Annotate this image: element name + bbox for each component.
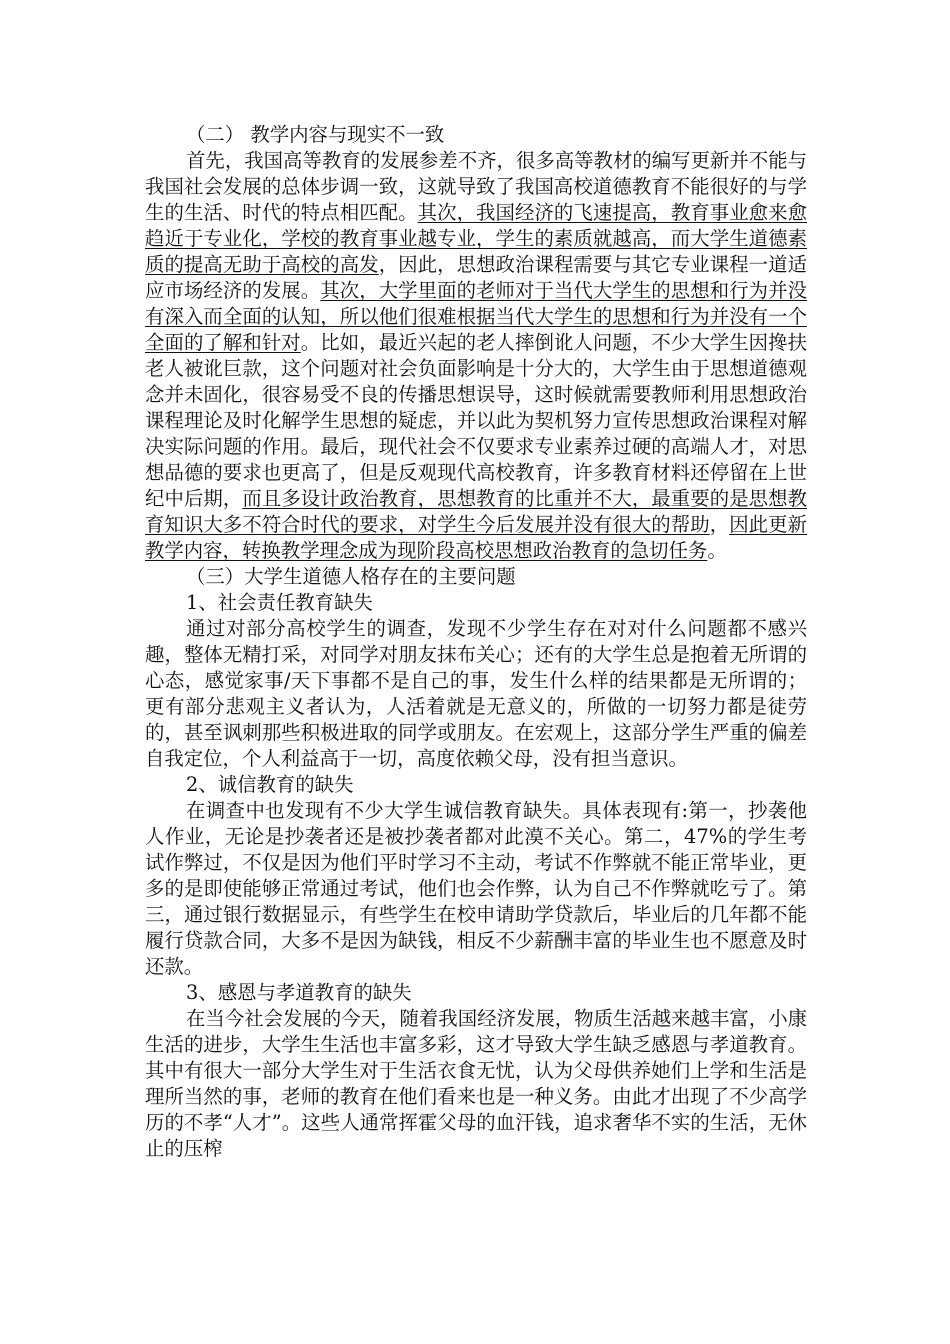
body-text: 首先，我国高等教育的发展参差不齐，很多高等教材的编写更新并不能与我国社会发展的总体步调一致，这就导致了我国高校道德教育不能很好的与学生的生活、时代的特点相匹配。 bbox=[145, 149, 807, 224]
section-heading-2: （二） 教学内容与现实不一致 bbox=[186, 123, 445, 146]
underlined-text: 而且多设计政治教育，思想教育的比重并不大，最重要的是思想教育知识大多不符合时代的要求，对学生今后发展并没有很大的帮助 bbox=[145, 487, 808, 536]
subsection-heading-3: 3、感恩与孝道教育的缺失 bbox=[186, 981, 412, 1004]
subsection-heading-2: 2、诚信教育的缺失 bbox=[186, 773, 354, 796]
underlined-text: 其次，我国经济的飞速提高，教育事业愈来愈趋近于专业化，学校的教育事业越专业，学生的素质就越高，而大学生道德素质的提高无助于高校的高发 bbox=[145, 201, 808, 276]
section-heading-3: （三）大学生道德人格存在的主要问题 bbox=[186, 565, 516, 588]
subsection-1-paragraph: 通过对部分高校学生的调查，发现不少学生存在对对什么问题都不感兴趣，整体无精打采，对同学对朋友抹布关心；还有的大学生总是抱着无所谓的心态，感觉家事/天下事都不是自己的事，发生什么样的结果都是无所谓的；更有部分悲观主义者认为，人活着就是无意义的，所做的一切努力都是徒劳的，甚至讽刺那些积极进取的同学或朋友。在宏观上，这部分学生严重的偏差自我定位，个人利益高于一切，高度依赖父母，没有担当意识。 bbox=[145, 617, 807, 770]
subsection-heading-1: 1、社会责任教育缺失 bbox=[186, 591, 373, 614]
subsection-2-paragraph: 在调查中也发现有不少大学生诚信教育缺失。具体表现有:第一，抄袭他人作业，无论是抄袭者还是被抄袭者都对此漠不关心。第二，47%的学生考试作弊过，不仅是因为他们平时学习不主动，考试不作弊就不能正常毕业，更多的是即使能够正常通过考试，他们也会作弊，认为自己不作弊就吃亏了。第三，通过银行数据显示，有些学生在校申请助学贷款后，毕业后的几年都不能履行贷款合同，大多不是因为缺钱，相反不少薪酬丰富的毕业生也不愿意及时还款。 bbox=[145, 799, 807, 978]
section-2-paragraph bbox=[145, 148, 807, 564]
underlined-text: 因此更新教学内容，转换教学理念成为现阶段高校思想政治教育的急切任务 bbox=[145, 513, 808, 562]
underlined-text: 其次，大学里面的老师对于当代大学生的思想和行为并没有深入而全面的认知，所以他们很难根据当代大学生的思想和行为并没有一个全面的了解和针对 bbox=[145, 279, 808, 354]
body-text: ，因此，思想政治课程需要与其它专业课程一道适应市场经济的发展。 bbox=[145, 253, 808, 302]
body-text: 。 bbox=[707, 539, 727, 562]
subsection-3-paragraph: 在当今社会发展的今天，随着我国经济发展，物质生活越来越丰富，小康生活的进步，大学生生活也丰富多彩，这才导致大学生缺乏感恩与孝道教育。其中有很大一部分大学生对于生活衣食无忧，认为父母供养她们上学和生活是理所当然的事，老师的教育在他们看来也是一种义务。由此才出现了不少高学历的不孝“人才”。这些人通常挥霍父母的血汗钱，追求奢华不实的生活，无休止的压榨 bbox=[145, 1007, 807, 1160]
document-body bbox=[145, 122, 807, 1162]
body-text: 。比如，最近兴起的老人摔倒讹人问题，不少大学生因搀扶老人被讹巨款，这个问题对社会负面影响是十分大的，大学生由于思想道德观念并未固化，很容易受不良的传播思想误导，这时候就需要教师利用思想政治课程理论及时化解学生思想的疑虑，并以此为契机努力宣传思想政治课程对解决实际问题的作用。最后，现代社会不仅要求专业素养过硬的高端人才，对思想品德的要求也更高了，但是反观现代高校教育，许多教育材料还停留在上世纪中后期， bbox=[145, 331, 808, 510]
body-text: ， bbox=[709, 513, 730, 536]
